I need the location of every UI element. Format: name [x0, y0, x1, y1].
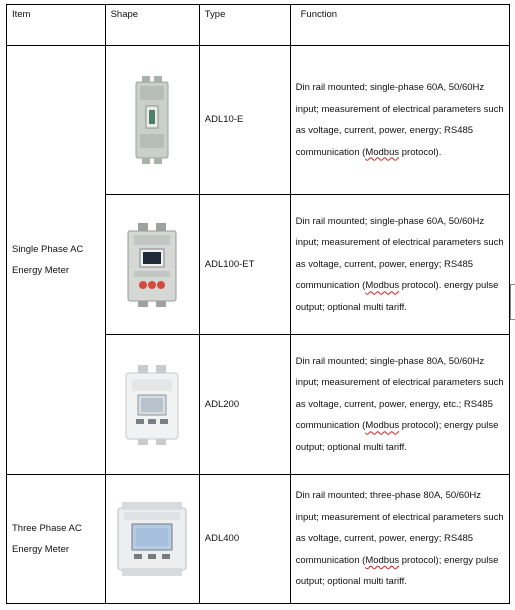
type-cell: ADL400 — [199, 475, 290, 604]
header-item: Item — [7, 5, 106, 46]
margin-bracket-marker — [510, 284, 515, 320]
table-row — [7, 475, 510, 604]
table-row — [7, 46, 510, 195]
spellcheck-word: Modbus — [365, 146, 400, 158]
din-meter-three-phase-icon — [111, 500, 194, 578]
group-label-single-phase: Single Phase AC Energy Meter — [7, 46, 106, 475]
function-cell: Din rail mounted; single-phase 80A, 50/60Hz input; measurement of electrical parameters such as voltage, current, power, energy, etc.; RS485 communication (Modbus protocol); energy pulse output; optional multi tariff. — [290, 335, 509, 475]
spellcheck-word: Modbus — [365, 420, 400, 432]
type-cell: ADL10-E — [199, 46, 290, 195]
type-cell: ADL100-ET — [199, 195, 290, 335]
din-meter-white-icon — [111, 365, 194, 445]
spellcheck-word: Modbus — [365, 280, 400, 292]
shape-cell — [105, 335, 199, 475]
din-meter-narrow-icon — [111, 76, 194, 164]
header-shape: Shape — [105, 5, 199, 46]
shape-cell — [105, 195, 199, 335]
spellcheck-word: Modbus — [365, 554, 400, 566]
function-cell: Din rail mounted; single-phase 60A, 50/60Hz input; measurement of electrical parameters such as voltage, current, power, energy; RS485 communication (Modbus protocol). — [290, 46, 509, 195]
type-cell: ADL200 — [199, 335, 290, 475]
group-label-three-phase: Three Phase AC Energy Meter — [7, 475, 106, 604]
header-type: Type — [199, 5, 290, 46]
din-meter-buttons-icon — [111, 223, 194, 307]
product-spec-table — [6, 4, 510, 604]
shape-cell — [105, 46, 199, 195]
function-cell: Din rail mounted; single-phase 60A, 50/60Hz input; measurement of electrical parameters such as voltage, current, power, energy; RS485 communication (Modbus protocol). energy pulse output; optional multi tariff. — [290, 195, 509, 335]
table-header-row — [7, 5, 510, 46]
function-cell: Din rail mounted; three-phase 80A, 50/60Hz input; measurement of electrical parameters such as voltage, current, power, energy; RS485 communication (Modbus protocol); energy pulse output; optional multi tariff. — [290, 475, 509, 604]
header-function: Function — [290, 5, 509, 46]
shape-cell — [105, 475, 199, 604]
